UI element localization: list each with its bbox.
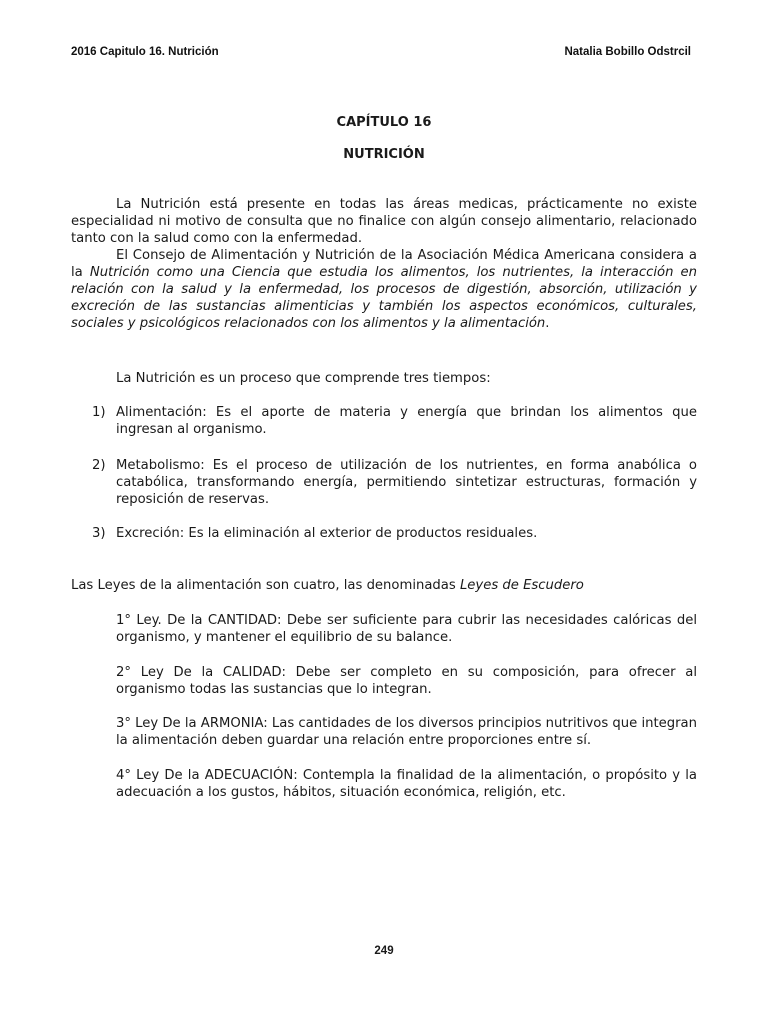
header-chapter-label: 2016 Capitulo 16. Nutrición <box>71 46 219 58</box>
list-item <box>71 404 697 438</box>
list-item <box>71 525 697 542</box>
list-item-number: 1) <box>92 405 106 420</box>
intro-paragraph: La Nutrición está presente en todas las áreas medicas, prácticamente no existe especialidad ni motivo de consulta que no finalice con algún consejo alimentario, relacionado tanto con la salud como con la enfermedad. <box>71 197 697 246</box>
chapter-subtitle: NUTRICIÓN <box>343 147 425 162</box>
ley-adecuacion: 4° Ley De la ADECUACIÓN: Contempla la finalidad de la alimentación, o propósito y la adecuación a los gustos, hábitos, situación económica, religión, etc. <box>116 768 697 800</box>
list-item-number: 2) <box>92 458 106 473</box>
definition-italic-text: Nutrición como una Ciencia que estudia los alimentos, los nutrientes, la interacción en relación con la salud y la enfermedad, los procesos de digestión, absorción, utilización y excreción de las sustancias alimenticias y también los aspectos económicos, culturales, sociales y psicológicos relacionados con los alimentos y la alimentación <box>71 265 698 331</box>
chapter-title: CAPÍTULO 16 <box>336 115 432 130</box>
definition-paragraph <box>71 247 697 332</box>
list-item-text: Excreción: Es la eliminación al exterior de productos residuales. <box>116 526 538 541</box>
ley-calidad: 2° Ley De la CALIDAD: Debe ser completo en su composición, para ofrecer al organismo todas las sustancias que lo integran. <box>116 665 697 697</box>
leyes-intro-text: Las Leyes de la alimentación son cuatro, las denominadas <box>71 578 460 593</box>
leyes-intro-paragraph <box>71 577 697 594</box>
ley-armonia: 3° Ley De la ARMONIA: Las cantidades de los diversos principios nutritivos que integran la alimentación deben guardar una relación entre proporciones entre sí. <box>116 716 697 748</box>
leyes-intro-italic: Leyes de Escudero <box>459 578 584 593</box>
list-item <box>71 457 697 508</box>
definition-lead-text: El Consejo de Alimentación y Nutrición de la Asociación Médica Americana considera a la <box>71 248 697 280</box>
ley-cantidad: 1° Ley. De la CANTIDAD: Debe ser suficiente para cubrir las necesidades calóricas del organismo, y mantener el equilibrio de su balance. <box>116 613 697 645</box>
list-item-number: 3) <box>92 526 106 541</box>
page-number: 249 <box>374 945 394 957</box>
list-item-text: Metabolismo: Es el proceso de utilización de los nutrientes, en forma anabólica o catabólica, transformando energía, permitiendo sintetizar estructuras, formación y reposición de reservas. <box>116 458 697 507</box>
page-header <box>71 46 691 62</box>
header-author: Natalia Bobillo Odstrcil <box>564 46 691 58</box>
process-intro-paragraph: La Nutrición es un proceso que comprende tres tiempos: <box>116 371 491 386</box>
definition-end-text: . <box>545 316 550 331</box>
list-item-text: Alimentación: Es el aporte de materia y energía que brindan los alimentos que ingresan al organismo. <box>116 405 697 437</box>
